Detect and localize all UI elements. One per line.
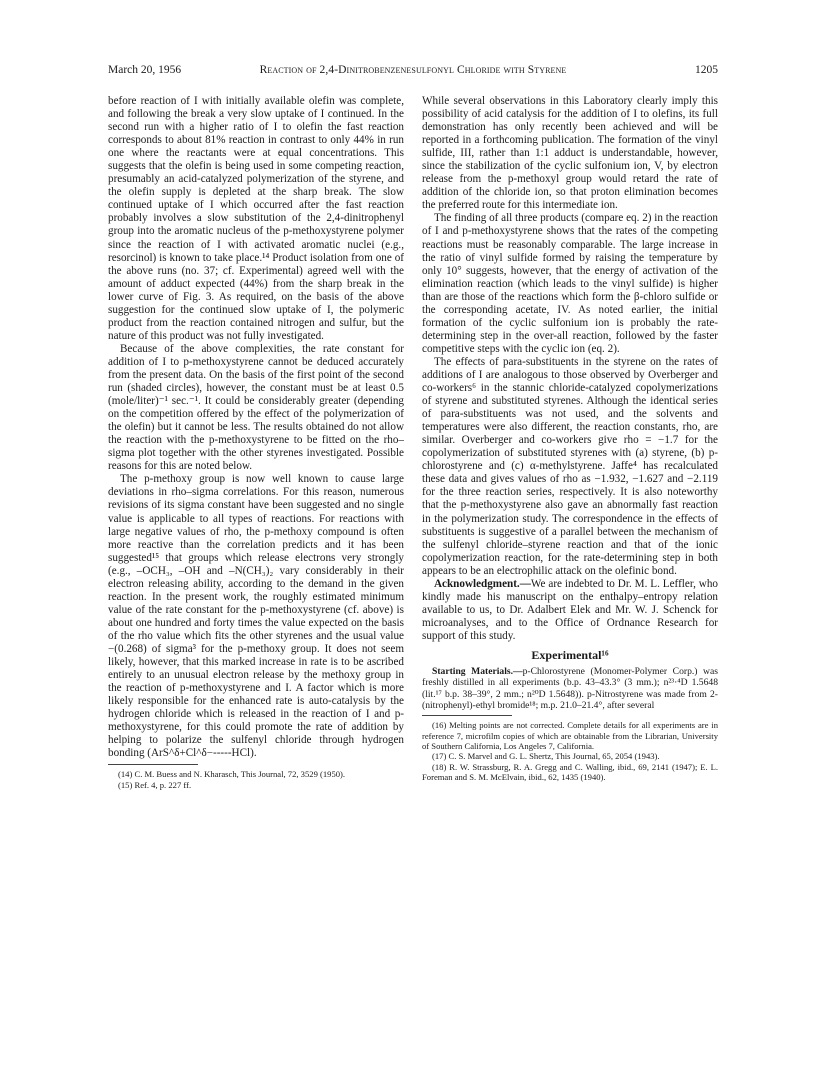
footnote: (15) Ref. 4, p. 227 ff.: [118, 779, 192, 790]
body-paragraph: The effects of para-substituents in the styrene on the rates of additions of I are analogous to those observed by Overberger and co-workers⁶ in the stannic chloride-catalyzed copolymerizations of styrene and substituted styrenes. Although the identical series of para-substituents was not used, and the solvents and temperatures were also different, the reaction constants, rho, are similar. Overberger and co-workers give rho = −1.7 for the copolymerization of substituted styrenes with (a) styrene, (b) p-chlorostyrene and (c) α-methylstyrene. Jaffe⁴ has recalculated these data and gives values of rho as −1.932, −1.627 and −2.119 for the three reaction series, respectively. It is also noteworthy that the p-methoxystyrene also gave an abnormally fast reaction in the polymerization study. The correspondence in the effects of substituents is suggestive of a parallel between the mechanism of the sulfenyl chloride–styrene reaction and that of the ionic copolymerization reaction, for the rate-determining step in both appears to be an electrophilic attack on the olefinic bond.: [422, 355, 718, 577]
experimental-section: [422, 666, 718, 711]
left-column: [108, 95, 404, 790]
acknowledgment-paragraph: [422, 578, 718, 643]
starting-materials-heading: Starting Materials.—: [432, 666, 523, 678]
body-paragraph: Because of the above complexities, the rate constant for addition of I to p-methoxystyrene cannot be deduced accurately from the present data. On the basis of the first point of the second run (shaded circles), however, the constant must be at least 0.5 (mole/liter)⁻¹ sec.⁻¹. It could be considerably greater (depending on the competition offered by the effect of the polymerization of the olefin) but it cannot be less. The results obtained do not allow the reaction with the p-methoxystyrene to be fitted on the rho–sigma plot together with the other styrenes investigated. Possible reasons for this are noted below.: [108, 342, 404, 473]
experimental-heading: Experimental¹⁶: [531, 647, 609, 662]
footnotes: [108, 769, 404, 790]
acknowledgment-text: We are indebted to Dr. M. L. Leffler, who kindly made his manuscript on the enthalpy–entropy relation available to us, to Dr. Adalbert Elek and Mr. W. J. Schenck for microanalyses, and to the Office of Ordnance Research for support of this study.: [422, 577, 718, 642]
footnote: (17) C. S. Marvel and G. L. Shertz, This Journal, 65, 2054 (1943).: [432, 751, 660, 762]
running-header: [108, 64, 718, 80]
body-paragraph: before reaction of I with initially available olefin was complete, and following the break a very slow uptake of I continued. In the second run with a higher ratio of I to olefin the fast reaction corresponds to about 81% reaction in contrast to only 44% in run one where the reactants were at equal concentrations. This suggests that the olefin is being used in some competing reaction, presumably an acid-catalyzed polymerization of the styrene, and the olefin supply is depleted at the sharp break. The slow continued uptake of I which occurred after the fast reaction probably involves a slow substitution of the 2,4-dinitrophenyl group into the aromatic nucleus of the p-methoxystyrene polymer since the reaction of I with activated aromatic nuclei (e.g., resorcinol) is known to take place.¹⁴ Product isolation from one of the above runs (no. 37; cf. Experimental) agreed well with the amount of adduct expected (44%) from the sharp break in the lower curve of Fig. 3. As required, on the basis of the above suggestion for the continued slow uptake of I, the polymeric product from the reaction contained nitrogen and sulfur, but the nature of this product was not fully investigated.: [108, 95, 404, 342]
header-date: March 20, 1956: [108, 64, 182, 76]
right-column: [422, 95, 718, 783]
starting-materials-text: p-Chlorostyrene (Monomer-Polymer Corp.) was freshly distilled in all experiments (b.p. 43–43.3° (3 mm.); n²³·⁴D 1.5648 (lit.¹⁷ b.p. 38–39°, 2 mm.; n²⁰D 1.5648)). p-Nitrostyrene was made from 2-(nitrophenyl)-ethyl bromide¹⁸; m.p. 21.0–21.4°, after several: [422, 666, 718, 711]
footnote: (18) R. W. Strassburg, R. A. Gregg and C. Walling, ibid., 69, 2141 (1947); E. L. Foreman and S. M. McElvain, ibid., 62, 1435 (1940).: [422, 761, 718, 783]
footnote-rule: [108, 764, 198, 765]
footnote-rule: [422, 715, 512, 716]
body-paragraph: The p-methoxy group is now well known to cause large deviations in rho–sigma correlations. For this reason, numerous revisions of its sigma constant have been suggested and no single value is applicable to all types of reactions. For reactions with large negative values of rho, the p-methoxy compound is often more reactive than the correlation predicts and it has been suggested¹⁵ that groups which release electrons very strongly (e.g., –OCH₃, –OH and –N(CH₃)₂ vary considerably in their electron releasing ability, according to the demand in the given reaction. In the present work, the roughly estimated minimum value of the rate constant for the p-methoxystyrene (cf. above) is about one hundred and forty times the value expected on the basis of the rho value which fits the other styrenes and the usual value −(0.268) of sigma³ for the p-methoxy group. It does not seem likely, however, that this marked increase in rate is to be ascribed entirely to an unusual electron release by the methoxy group in the reaction of p-methoxystyrene and I. A factor which is more likely responsible for the enhanced rate is auto-catalysis by the hydrogen chloride which is released in the reaction of I and p-methoxystyrene, for this could promote the rate of addition by helping to polarize the sulfenyl chloride through hydrogen bonding (ArS^δ+Cl^δ−-----HCl).: [108, 473, 404, 760]
footnote: (14) C. M. Buess and N. Kharasch, This Journal, 72, 3529 (1950).: [118, 769, 346, 780]
footnotes: [422, 720, 718, 782]
acknowledgment-heading: Acknowledgment.—: [434, 577, 531, 590]
starting-materials-paragraph: [422, 666, 718, 711]
body-paragraph: The finding of all three products (compare eq. 2) in the reaction of I and p-methoxystyrene shows that the rates of the competing reactions must be reasonably comparable. The large increase in the ratio of vinyl sulfide formed by raising the temperature by only 10° suggests, however, that the energy of activation of the elimination reaction (which leads to the vinyl sulfide) is higher than are those of the reactions which form the β-chloro sulfide or the corresponding acetate, IV. As noted earlier, the initial formation of the cyclic sulfonium ion is probably the rate-determining step in the over-all reaction, followed by the faster competitive steps with the cyclic ion (eq. 2).: [422, 212, 718, 355]
page-number: 1205: [695, 64, 718, 76]
body-paragraph: While several observations in this Laboratory clearly imply this possibility of acid catalysis for the addition of I to olefins, its full demonstration has only recently been achieved and will be reported in a forthcoming publication. The formation of the vinyl sulfide, III, rather than 1:1 adduct is understandable, however, since the stabilization of the cyclic sulfonium ion, V, by electron release from the p-methoxyl group would retard the rate of addition of the chloride ion, so that proton elimination becomes the preferred route for this intermediate ion.: [422, 95, 718, 212]
footnote: (16) Melting points are not corrected. Complete details for all experiments are in reference 7, microfilm copies of which are obtainable from the Librarian, University of Southern California, Los Angeles 7, California.: [422, 720, 718, 752]
header-title: Reaction of 2,4-Dinitrobenzenesulfonyl Chloride with Styrene: [259, 64, 567, 76]
